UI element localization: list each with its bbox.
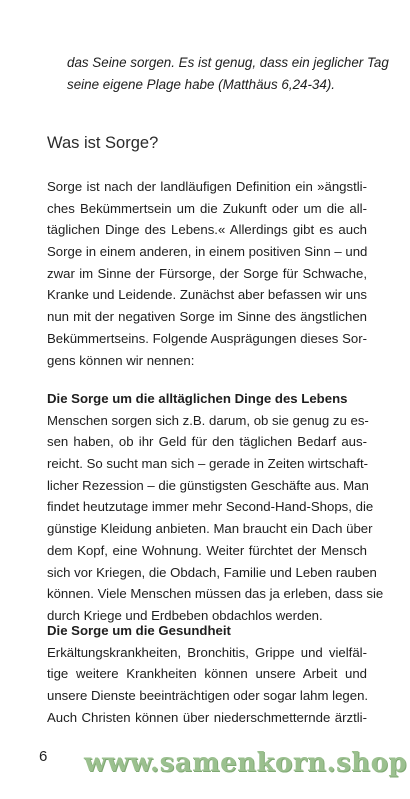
watermark: www.samenkorn.shop bbox=[84, 748, 408, 778]
text-line: sich vor Kriegen, die Obdach, Familie und Leben rauben bbox=[47, 564, 377, 580]
text-line: täglichen Dinge des Lebens.« Allerdings gibt es auch bbox=[47, 222, 367, 238]
quote-line: das Seine sorgen. Es ist genug, dass ein jeglicher Tag bbox=[67, 55, 389, 70]
text-line: können. Viele Menschen müssen das ja erleben, dass sie bbox=[47, 586, 384, 602]
text-line: Bekümmertseins. Folgende Ausprägungen dieses Sor- bbox=[47, 330, 367, 346]
section-daily-life bbox=[47, 388, 384, 627]
text-line: Menschen sorgen sich z.B. darum, ob sie genug zu es- bbox=[47, 412, 369, 428]
text-line: sen haben, ob ihr Geld für den täglichen Bedarf aus- bbox=[47, 434, 367, 450]
text-line: dem Kopf, eine Wohnung. Weiter fürchtet der Mensch bbox=[47, 542, 367, 558]
text-line: Kranke und Leidende. Zunächst aber befassen wir uns bbox=[47, 287, 367, 303]
text-line: Sorge ist nach der landläufigen Definition ein »ängstli- bbox=[47, 179, 367, 194]
intro-paragraph bbox=[47, 176, 367, 371]
text-line: ches Bekümmertsein um die Zukunft oder um die all- bbox=[47, 200, 367, 216]
subsection-title: Die Sorge um die alltäglichen Dinge des Lebens bbox=[47, 391, 348, 406]
text-line: tige weitere Krankheiten können unsere Arbeit und bbox=[47, 666, 367, 682]
text-line: reicht. So sucht man sich – gerade in Zeiten wirtschaft- bbox=[47, 456, 369, 472]
section-heading: Was ist Sorge? bbox=[47, 134, 159, 152]
page-number: 6 bbox=[39, 748, 48, 765]
text-line: nun mit der negativen Sorge im Sinne des ängstlichen bbox=[47, 309, 367, 325]
text-line: unsere Dienste beeinträchtigen oder sogar lahm legen. bbox=[47, 688, 369, 704]
text-line: günstige Kleidung anbieten. Man braucht ein Dach über bbox=[47, 521, 373, 537]
text-line: gens können wir nennen: bbox=[47, 352, 195, 368]
text-line: zwar im Sinne der Fürsorge, der Sorge für Schwache, bbox=[47, 265, 367, 281]
text-line: durch Kriege und Erdbeben obdachlos werden. bbox=[47, 607, 323, 623]
text-line: Auch Christen können über niederschmetternde ärztli- bbox=[47, 709, 367, 725]
text-line: Erkältungskrankheiten, Bronchitis, Grippe und vielfäl- bbox=[47, 644, 367, 660]
text-line: licher Rezession – die günstigsten Geschäfte aus. Man bbox=[47, 477, 369, 493]
text-line: findet heutzutage immer mehr Second-Hand-Shops, die bbox=[47, 499, 374, 515]
subsection-title: Die Sorge um die Gesundheit bbox=[47, 623, 231, 638]
scripture-quote bbox=[67, 52, 389, 95]
section-health bbox=[47, 620, 367, 728]
text-line: Sorge in einem anderen, in einem positiven Sinn – und bbox=[47, 244, 368, 260]
quote-line: seine eigene Plage habe (Matthäus 6,24-34). bbox=[67, 76, 335, 92]
